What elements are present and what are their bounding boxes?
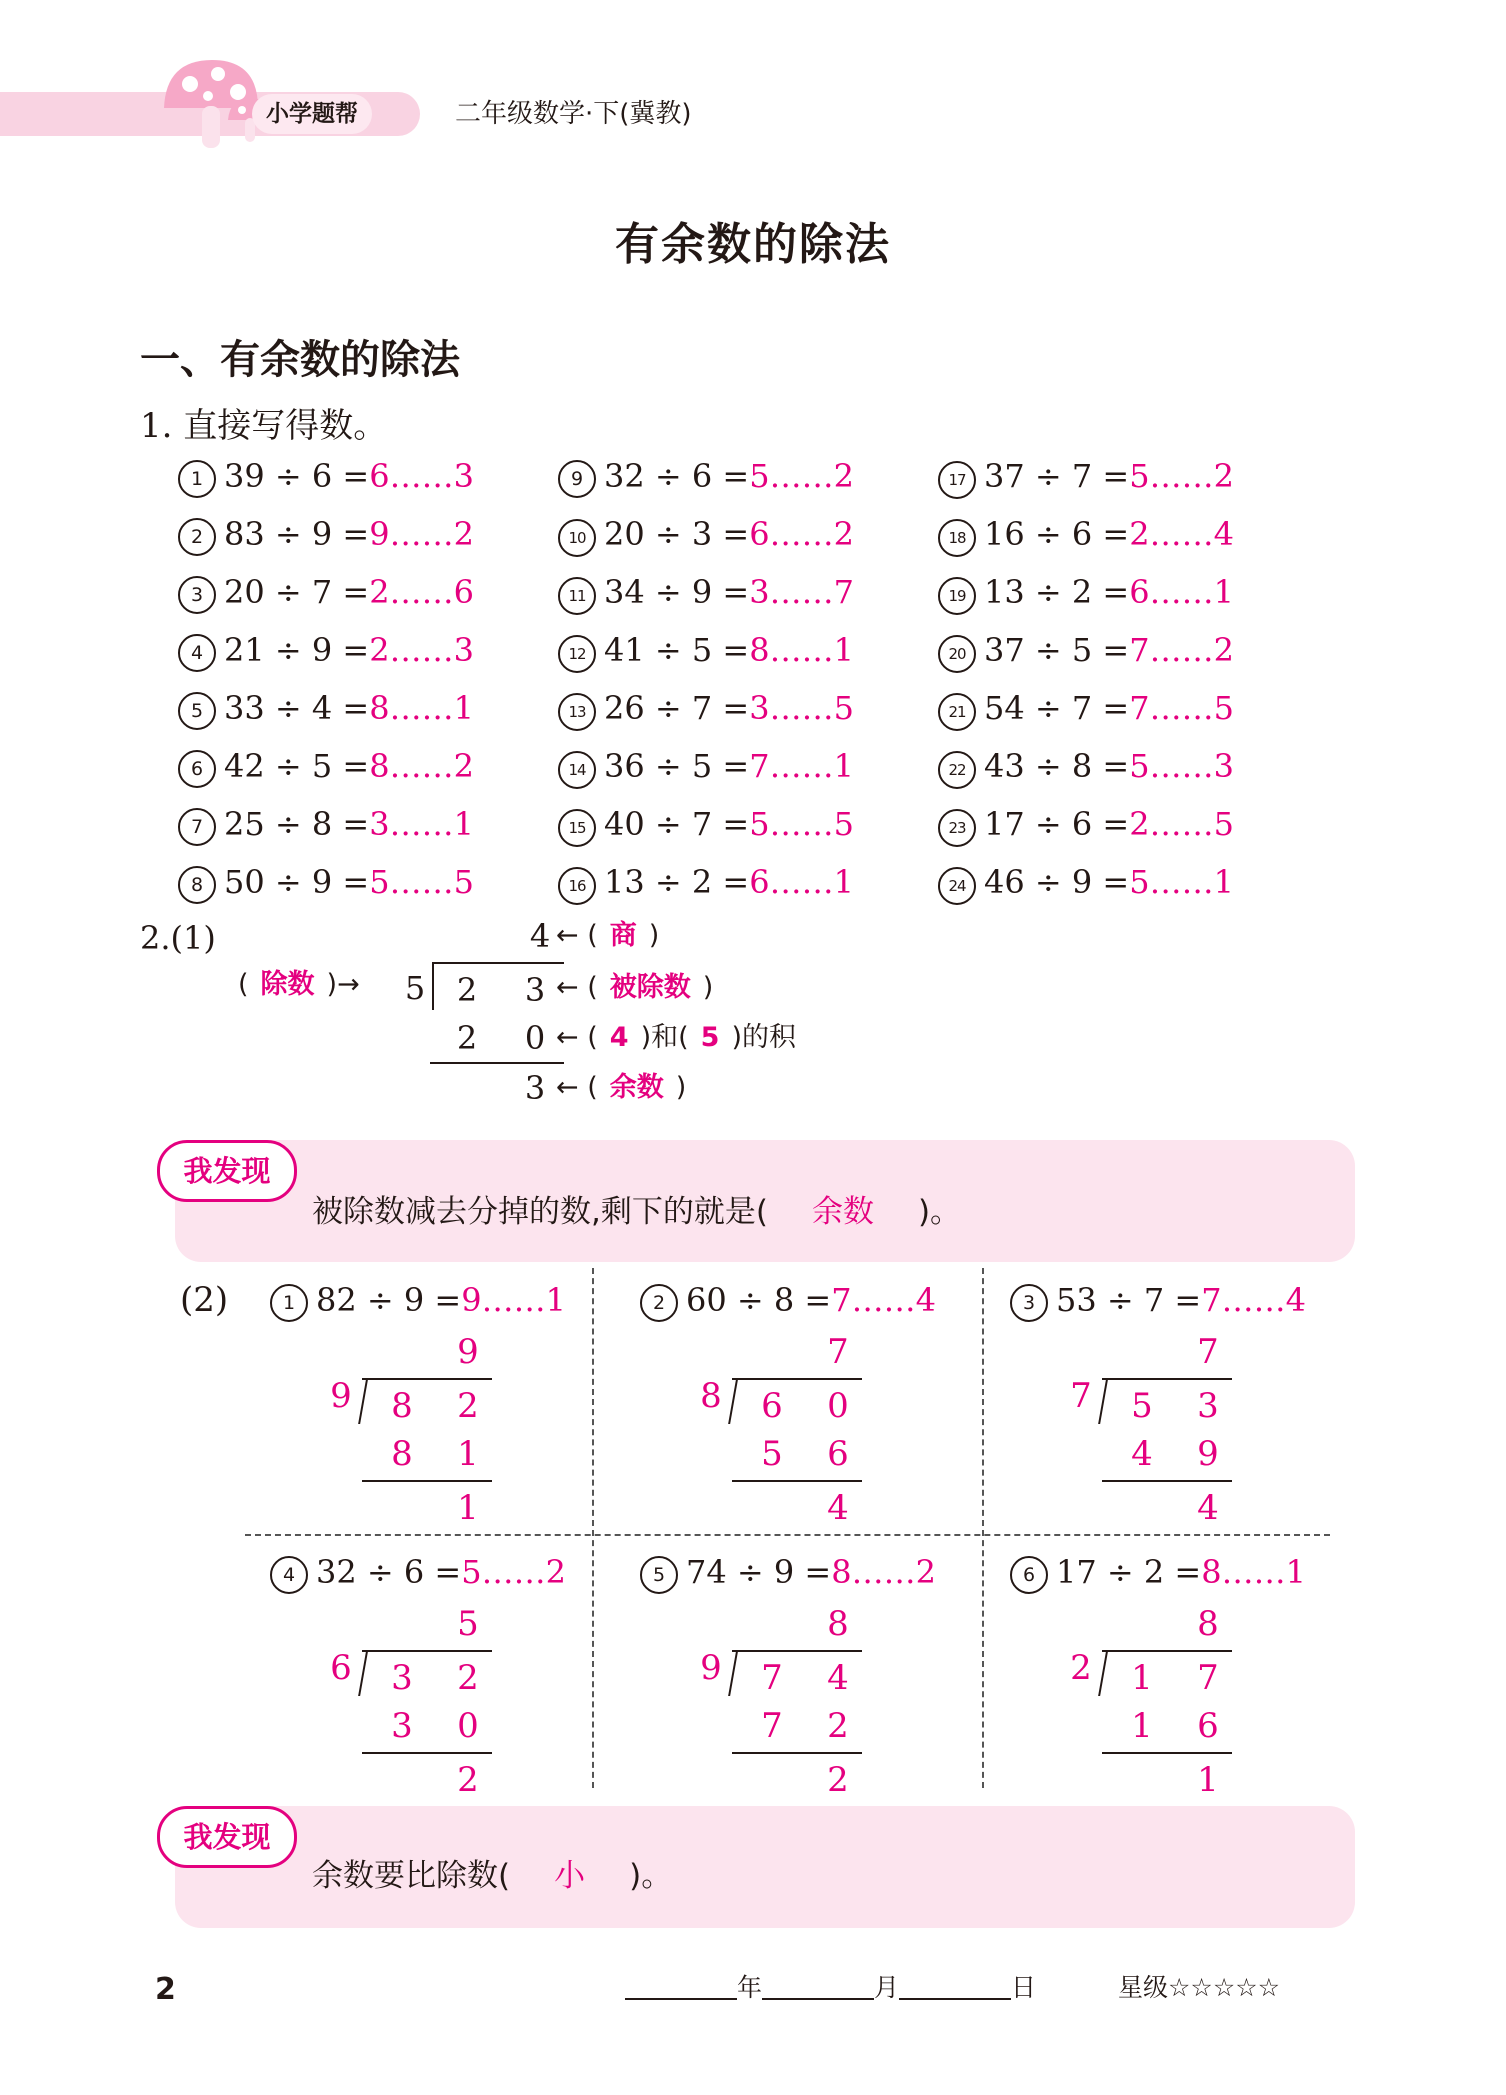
division-problem: [1010, 1280, 1306, 1322]
division-problem: [270, 1280, 566, 1322]
problem-number: 20: [938, 635, 976, 673]
problem-expression: 25 ÷ 8 =: [224, 805, 370, 843]
dividend-tens-digit: 6: [761, 1386, 783, 1426]
problem-expression: 43 ÷ 8 =: [984, 747, 1130, 785]
problem-expression: 60 ÷ 8 =: [686, 1281, 832, 1319]
diagram-quotient: 4: [529, 917, 551, 955]
dividend-tens-digit: 7: [761, 1658, 783, 1698]
problem-expression: 54 ÷ 7 =: [984, 689, 1130, 727]
problem-number: 7: [178, 808, 216, 846]
problem-answer: 2……6: [369, 573, 474, 611]
q1-problem: [178, 688, 474, 730]
problem-expression: 83 ÷ 9 =: [224, 515, 370, 553]
quotient-digit: 8: [1197, 1604, 1219, 1644]
division-problem: [270, 1552, 566, 1594]
day-blank[interactable]: [899, 1972, 1011, 2000]
problem-number: 23: [938, 809, 976, 847]
product-tens-digit: 8: [391, 1434, 413, 1474]
problem-expression: 16 ÷ 6 =: [984, 515, 1130, 553]
diagram-remainder: 3: [524, 1069, 546, 1107]
divisor-digit: 8: [700, 1376, 722, 1416]
subtraction-line: [430, 1062, 564, 1064]
division-bracket: [728, 1380, 738, 1424]
problem-expression: 53 ÷ 7 =: [1056, 1281, 1202, 1319]
problem-expression: 32 ÷ 6 =: [604, 457, 750, 495]
problem-number: 9: [558, 460, 596, 498]
diagram-product-tens: 2: [456, 1019, 478, 1057]
q1-problem: [178, 804, 474, 846]
q1-problem: [558, 456, 854, 498]
problem-answer: 3……5: [749, 689, 854, 727]
problem-number: 19: [938, 577, 976, 615]
problem-answer: 5……5: [369, 863, 474, 901]
problem-answer: 7……1: [749, 747, 854, 785]
product-ones-digit: 0: [457, 1706, 479, 1746]
problem-expression: 21 ÷ 9 =: [224, 631, 370, 669]
q1-problem: [558, 804, 854, 847]
q1-problem: [558, 862, 854, 905]
q1-problem: [178, 746, 474, 788]
divisor-digit: 9: [330, 1376, 352, 1416]
problem-answer: 8……1: [1201, 1553, 1306, 1591]
problem-expression: 20 ÷ 3 =: [604, 515, 750, 553]
q1-problem: [558, 630, 854, 673]
part-2-label: (2): [180, 1280, 229, 1320]
problem-number: 6: [178, 750, 216, 788]
problem-number: 3: [178, 576, 216, 614]
problem-number: 18: [938, 519, 976, 557]
question-1-label: 1. 直接写得数。: [140, 406, 388, 446]
product-tens-digit: 5: [761, 1434, 783, 1474]
product-ones-digit: 9: [1197, 1434, 1219, 1474]
problem-expression: 13 ÷ 2 =: [604, 863, 750, 901]
problem-answer: 5……3: [1129, 747, 1234, 785]
subtraction-line: [1102, 1480, 1232, 1482]
q1-problem: [558, 514, 854, 557]
problem-answer: 8……1: [369, 689, 474, 727]
problem-answer: 7……4: [831, 1281, 936, 1319]
q1-problem: [938, 688, 1234, 731]
division-bar: [732, 1378, 862, 1380]
dividend-tens-digit: 8: [391, 1386, 413, 1426]
problem-number: 6: [1010, 1556, 1048, 1594]
page-number: 2: [155, 1972, 176, 2007]
subtraction-line: [732, 1480, 862, 1482]
problem-answer: 5……1: [1129, 863, 1234, 901]
question-2-label: 2.(1): [140, 919, 216, 957]
division-bar: [362, 1650, 492, 1652]
problem-expression: 46 ÷ 9 =: [984, 863, 1130, 901]
problem-answer: 8……2: [831, 1553, 936, 1591]
problem-number: 1: [270, 1284, 308, 1322]
problem-number: 22: [938, 751, 976, 789]
problem-answer: 2……5: [1129, 805, 1234, 843]
problem-expression: 74 ÷ 9 =: [686, 1553, 832, 1591]
division-bracket: [1098, 1380, 1108, 1424]
problem-number: 24: [938, 867, 976, 905]
problem-expression: 39 ÷ 6 =: [224, 457, 370, 495]
problem-answer: 2……4: [1129, 515, 1234, 553]
product-ones-digit: 6: [1197, 1706, 1219, 1746]
problem-expression: 13 ÷ 2 =: [984, 573, 1130, 611]
problem-number: 4: [270, 1556, 308, 1594]
quotient-digit: 5: [457, 1604, 479, 1644]
discovery-text-1: 被除数减去分掉的数,剩下的就是( 余数 )。: [312, 1194, 962, 1230]
problem-answer: 7……2: [1129, 631, 1234, 669]
problem-expression: 37 ÷ 5 =: [984, 631, 1130, 669]
dividend-tens-digit: 1: [1131, 1658, 1153, 1698]
problem-number: 13: [558, 693, 596, 731]
q1-problem: [938, 630, 1234, 673]
discovery-badge-1: 我发现: [157, 1140, 297, 1202]
division-bracket: [358, 1652, 368, 1696]
dividend-ones-digit: 2: [457, 1658, 479, 1698]
problem-answer: 5……2: [1129, 457, 1234, 495]
month-blank[interactable]: [762, 1972, 874, 2000]
dividend-ones-digit: 4: [827, 1658, 849, 1698]
division-problem: [1010, 1552, 1306, 1594]
division-bracket: [358, 1380, 368, 1424]
date-fields: 年 月 日: [625, 1970, 1036, 2006]
grid-divider-2: [982, 1268, 984, 1788]
diagram-dividend-ones: 3: [524, 971, 546, 1009]
problem-number: 5: [640, 1556, 678, 1594]
product-ones-digit: 2: [827, 1706, 849, 1746]
product-tens-digit: 7: [761, 1706, 783, 1746]
problem-expression: 82 ÷ 9 =: [316, 1281, 462, 1319]
q1-problem: [178, 456, 474, 498]
dividend-tens-digit: 5: [1131, 1386, 1153, 1426]
q1-problem: [558, 746, 854, 789]
product-tens-digit: 3: [391, 1706, 413, 1746]
year-blank[interactable]: [625, 1972, 737, 2000]
q1-problem: [178, 862, 474, 904]
division-bar: [432, 962, 564, 964]
discovery-text-2: 余数要比除数( 小 )。: [312, 1858, 673, 1894]
problem-number: 1: [178, 460, 216, 498]
remainder-digit: 4: [1197, 1488, 1219, 1528]
division-bar: [362, 1378, 492, 1380]
problem-answer: 8……1: [749, 631, 854, 669]
problem-answer: 9……1: [461, 1281, 566, 1319]
divisor-digit: 9: [700, 1648, 722, 1688]
problem-expression: 50 ÷ 9 =: [224, 863, 370, 901]
q1-problem: [178, 514, 474, 556]
q1-problem: [938, 862, 1234, 905]
diagram-divisor: 5: [404, 969, 426, 1007]
problem-answer: 5……5: [749, 805, 854, 843]
problem-expression: 37 ÷ 7 =: [984, 457, 1130, 495]
problem-number: 11: [558, 577, 596, 615]
problem-answer: 6……2: [749, 515, 854, 553]
remainder-digit: 2: [457, 1760, 479, 1800]
problem-number: 17: [938, 461, 976, 499]
q1-problem: [558, 688, 854, 731]
q1-problem: [938, 746, 1234, 789]
dividend-ones-digit: 2: [457, 1386, 479, 1426]
problem-number: 8: [178, 866, 216, 904]
problem-answer: 6……3: [369, 457, 474, 495]
series-tag: 小学题帮: [252, 94, 372, 134]
star-rating[interactable]: 星级☆☆☆☆☆: [1118, 1973, 1281, 2002]
subtraction-line: [362, 1480, 492, 1482]
discovery-badge-2: 我发现: [157, 1806, 297, 1868]
q1-problem: [178, 572, 474, 614]
problem-answer: 9……2: [369, 515, 474, 553]
quotient-digit: 9: [457, 1332, 479, 1372]
problem-expression: 33 ÷ 4 =: [224, 689, 370, 727]
problem-expression: 32 ÷ 6 =: [316, 1553, 462, 1591]
q1-problem: [938, 572, 1234, 615]
problem-expression: 41 ÷ 5 =: [604, 631, 750, 669]
division-bar: [1102, 1378, 1232, 1380]
problem-expression: 26 ÷ 7 =: [604, 689, 750, 727]
grid-divider-1: [592, 1268, 594, 1788]
divisor-digit: 7: [1070, 1376, 1092, 1416]
problem-number: 12: [558, 635, 596, 673]
problem-number: 10: [558, 519, 596, 557]
quotient-digit: 8: [827, 1604, 849, 1644]
dividend-tens-digit: 3: [391, 1658, 413, 1698]
division-bracket: [432, 964, 434, 1010]
problem-expression: 42 ÷ 5 =: [224, 747, 370, 785]
problem-number: 4: [178, 634, 216, 672]
problem-expression: 34 ÷ 9 =: [604, 573, 750, 611]
dividend-annotation: ← ( 被除数 ): [556, 972, 714, 1003]
divisor-digit: 6: [330, 1648, 352, 1688]
problem-answer: 5……2: [461, 1553, 566, 1591]
remainder-digit: 4: [827, 1488, 849, 1528]
problem-number: 5: [178, 692, 216, 730]
problem-answer: 7……5: [1129, 689, 1234, 727]
product-tens-digit: 1: [1131, 1706, 1153, 1746]
problem-answer: 3……7: [749, 573, 854, 611]
problem-expression: 40 ÷ 7 =: [604, 805, 750, 843]
problem-expression: 20 ÷ 7 =: [224, 573, 370, 611]
diagram-product-ones: 0: [524, 1019, 546, 1057]
q1-problem: [938, 804, 1234, 847]
subtraction-line: [362, 1752, 492, 1754]
division-bracket: [1098, 1652, 1108, 1696]
product-ones-digit: 6: [827, 1434, 849, 1474]
product-tens-digit: 4: [1131, 1434, 1153, 1474]
problem-number: 14: [558, 751, 596, 789]
problem-expression: 36 ÷ 5 =: [604, 747, 750, 785]
problem-answer: 8……2: [369, 747, 474, 785]
problem-answer: 6……1: [1129, 573, 1234, 611]
problem-number: 3: [1010, 1284, 1048, 1322]
remainder-digit: 1: [1197, 1760, 1219, 1800]
divisor-annotation: ( 除数 )→: [238, 969, 360, 1000]
problem-number: 15: [558, 809, 596, 847]
problem-number: 2: [640, 1284, 678, 1322]
diagram-dividend-tens: 2: [456, 971, 478, 1009]
division-bar: [1102, 1650, 1232, 1652]
problem-answer: 5……2: [749, 457, 854, 495]
dividend-ones-digit: 7: [1197, 1658, 1219, 1698]
problem-expression: 17 ÷ 6 =: [984, 805, 1130, 843]
page-title: 有余数的除法: [615, 219, 891, 270]
division-bracket: [728, 1652, 738, 1696]
quotient-digit: 7: [1197, 1332, 1219, 1372]
problem-answer: 3……1: [369, 805, 474, 843]
problem-answer: 2……3: [369, 631, 474, 669]
division-problem: [640, 1280, 936, 1322]
q1-problem: [938, 514, 1234, 557]
grid-divider-row: [245, 1534, 1330, 1536]
quotient-annotation: ← ( 商 ): [556, 920, 660, 951]
problem-number: 21: [938, 693, 976, 731]
problem-answer: 7……4: [1201, 1281, 1306, 1319]
problem-number: 16: [558, 867, 596, 905]
dividend-ones-digit: 3: [1197, 1386, 1219, 1426]
remainder-annotation: ← ( 余数 ): [556, 1072, 687, 1103]
problem-expression: 17 ÷ 2 =: [1056, 1553, 1202, 1591]
remainder-digit: 1: [457, 1488, 479, 1528]
dividend-ones-digit: 0: [827, 1386, 849, 1426]
subtraction-line: [732, 1752, 862, 1754]
subtraction-line: [1102, 1752, 1232, 1754]
quotient-digit: 7: [827, 1332, 849, 1372]
product-annotation: ← ( 4 )和( 5 )的积: [556, 1022, 796, 1053]
q1-problem: [558, 572, 854, 615]
q1-problem: [938, 456, 1234, 499]
problem-answer: 6……1: [749, 863, 854, 901]
problem-number: 2: [178, 518, 216, 556]
section-title: 一、有余数的除法: [140, 337, 460, 383]
division-bar: [732, 1650, 862, 1652]
book-title: 二年级数学·下(冀教): [455, 99, 692, 129]
remainder-digit: 2: [827, 1760, 849, 1800]
division-problem: [640, 1552, 936, 1594]
q1-problem: [178, 630, 474, 672]
product-ones-digit: 1: [457, 1434, 479, 1474]
divisor-digit: 2: [1070, 1648, 1092, 1688]
